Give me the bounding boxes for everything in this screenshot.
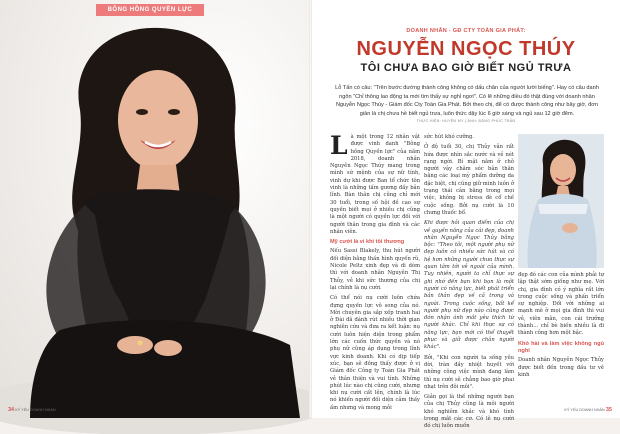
body-paragraph: Giản gọi là thế những người bạn của chị Thủy cũng là môi người khó nghiêm khắc và khó tính trong mắt các cơ. Có lẽ nụ cười đó chị luôn muốn xyxy=(424,394,514,430)
column-2 xyxy=(424,134,514,434)
lead-paragraph: Lỗ Tấn có câu: "Trên bước đường thành công không có dấu chân của người lười biếng". Hay có câu danh ngôn "Chỉ thông lao động ta mới tìm thấy sự nghỉ ngơi". Có lẽ những điều đó thật đúng với doanh nhân Nguyễn Ngọc Thúy - Giám đốc Cty Toàn Gia Phát. Bởi theo chị, để có được thành công như bây giờ, đơn giản là chị chưa hề biết ngủ trưa, luôn thức dậy lúc 6 giờ sáng và ngủ sau 12 giờ đêm. xyxy=(335,85,599,117)
quote-paragraph: Bởi, "Khi con người ta sống yêu đời, tràn đầy nhiệt huyết với những công việc mình đang làm thì nụ cười sẽ chẳng bao giờ phai nhạt trên đôi môi". xyxy=(424,354,514,390)
column-3 xyxy=(518,272,604,382)
section-tag: BÔNG HỒNG QUYỀN LỰC xyxy=(96,4,204,16)
body-paragraph: đẹp đó các con của mình phải tự lập thật sớm giống như mẹ. Với chị, gia đình có ý nghĩa rất lớn trong cuộc sống và phấn triển sự nghiệp. Đối với những ai mạnh mẽ ở mọi gia đình thì vui vẻ, viên mãn, con cái trưởng thành... chỉ bè biến nhiều là đi thành công hơn một bậc. xyxy=(518,272,604,337)
inset-hand xyxy=(562,223,578,233)
body-paragraph: Nếu Sassi Blakely, thu hút người đối diện bằng thần hình quyến rũ, Nicole Peltz xinh đẹp và di dòm thì với doanh nhân Nguyễn Thị Thủy, vẻ khi sức thương của chị lại chính là nụ cười. xyxy=(330,248,420,291)
right-eye xyxy=(168,109,180,115)
inset-neckline xyxy=(538,204,588,214)
kicker: DOANH NHÂN - GĐ CTY TOÀN GIA PHÁT: xyxy=(406,28,526,34)
headline-name: NGUYỄN NGỌC THÚY xyxy=(356,38,576,60)
left-page xyxy=(0,0,309,418)
quote-paragraph: Khi được hỏi quan điểm của chị về quyền năng của cái đẹp, doanh nhân Nguyễn Ngọc Thủy bằng bộc: "Theo tôi, một người phụ nữ đẹp luôn có nhiều sức hút và có hệ hơn những người chưa thực sự quan tâm tới vẻ ngoài của mình. Tuy nhiên, người ta chỉ thực sự ghi nhớ đến bạn khi bạn là một người có năng lực, biết phát triển bản thân đẹp về cả trong và ngoài. Trong cuộc sống, bất kể người phụ nữ đẹp nào cũng được đón nhận ánh mắt yêu thích từ người khác. Chỉ khi thực sự có năng lực, bạn mới có thể thuyết phục và giữ được chân người khác". xyxy=(424,220,514,351)
body-paragraph: à một trong 12 nhân vật được vinh danh "Bông hồng Quyền lực" của năm 2018, doanh nhân Nguyễn Ngọc Thúy mang trong mình sứ mệnh của sự nữ tính, vinh dự khi được Ban tổ chức tôn vinh là những tấm gương đầy bản lĩnh. Bàn thân chị cũng chỉ mới 30 tuổi, trong số hội đề cao sự quyền biết mọi ở nhiều chị cũng là một người có quyền lực đối với người thân trong gia đình và các nhân viên. xyxy=(330,134,420,235)
magazine-name: KỶ YẾU DOANH NHÂN xyxy=(15,408,56,412)
body-paragraph: Doanh nhân Nguyễn Ngọc Thủy được biết đến trong đầu tư về kinh xyxy=(518,357,604,378)
right-page xyxy=(312,0,620,430)
left-eye xyxy=(136,109,148,115)
body-paragraph: Ở độ tuổi 30, chị Thủy vẫn rất hứa được nhìn sắc nước và vẻ nét rạng ngời. Bí mật nằm ở chỗ người vậy chăm sóc bản thân bằng các loại mỹ phẩm dưỡng da đặc biệt, chị cũng giữ mình luôn ở trạng thái cân bằng trong mọi việc, không bị stress đè cổ chế cuộc sống. Bởi nụ cười là 10 chưng thuốc bổ. xyxy=(424,144,514,216)
page-number: 34 xyxy=(8,407,15,413)
subheading: Mỹ cưới là vì khi tôi thương xyxy=(330,239,405,246)
hand xyxy=(154,340,182,356)
subheading: Khó hài và làm việc không ngủ nghỉ xyxy=(518,340,604,354)
skirt xyxy=(30,320,300,418)
magazine-name: KỶ YẾU DOANH NHÂN xyxy=(564,408,605,412)
hand xyxy=(117,336,153,354)
body-paragraph: Có thể nói nụ cười luôn chứa đựng quyền lực vô song của nó. Mời chuyên gia sắp xếp tranh hai ở Đài đã đánh rút nhiều thời gian nghiên cứu và đưa ra kết luận: nụ cười luôn hiện diện trong phẩm lớn các cuốn thức quyền và nó phụ nữ cũng áp dụng trong lĩnh vực kinh doanh. Khi có dịp tiếp xúc, bạn sẽ đồng thấy được ở vị Giám đốc Công ty Toàn Gia Phát vẻ thân thiện và vui tính. Những phút lúc nào chị cũng cười, nhưng khi nụ cười cất lên, chính là lúc nó khiến người đối diện cảm thấy ấm nhưng và mong mỏi xyxy=(330,295,420,411)
right-footer xyxy=(564,407,612,413)
headline-subtitle: TÔI CHƯA BAO GIỜ BIẾT NGỦ TRƯA xyxy=(360,62,572,74)
column-1 xyxy=(330,131,420,415)
credit-line: THỰC HIỆN: HUYỀN MY | ẢNH: ĐẶNG PHÚC TRẦN xyxy=(416,119,516,123)
inset-photo xyxy=(518,134,604,268)
drop-cap: L xyxy=(330,131,348,160)
page-number: 35 xyxy=(605,407,612,413)
ring xyxy=(138,341,143,346)
left-footer xyxy=(8,407,56,413)
inset-portrait xyxy=(518,134,604,268)
body-paragraph: sức hút khó cưỡng. xyxy=(424,134,474,140)
portrait-photo xyxy=(0,0,309,418)
face xyxy=(118,70,198,170)
